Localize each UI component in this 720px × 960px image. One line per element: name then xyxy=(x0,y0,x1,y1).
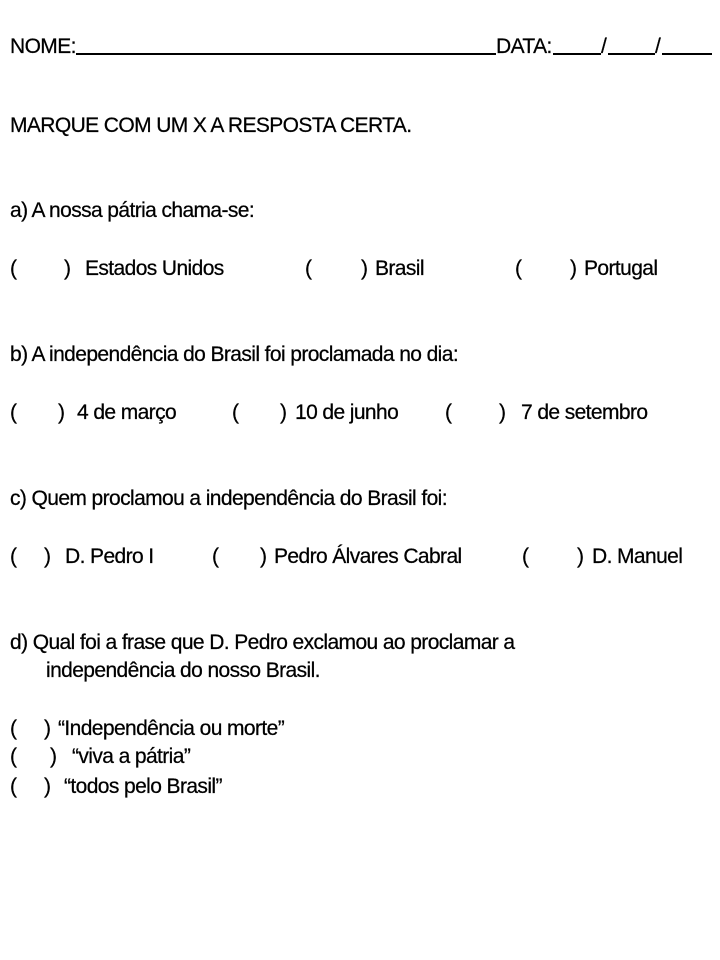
option-label: “todos pelo Brasil” xyxy=(64,775,222,798)
answer-box-close: ) xyxy=(44,717,51,740)
answer-box-open: ( xyxy=(10,775,17,798)
answer-box-close: ) xyxy=(58,401,65,424)
date-label: DATA: xyxy=(496,35,552,58)
option-label: Portugal xyxy=(584,257,658,280)
date-separator: / xyxy=(601,35,607,58)
answer-box-open: ( xyxy=(522,545,529,568)
answer-box-close: ) xyxy=(280,401,287,424)
answer-box-open: ( xyxy=(10,545,17,568)
option-label: Pedro Álvares Cabral xyxy=(274,545,462,568)
answer-box-close: ) xyxy=(577,545,584,568)
question-b-text: b) A independência do Brasil foi proclamada no dia: xyxy=(10,343,459,366)
answer-box-open: ( xyxy=(10,257,17,280)
answer-box-close: ) xyxy=(499,401,506,424)
question-d-text: d) Qual foi a frase que D. Pedro exclamou ao proclamar a xyxy=(10,631,515,654)
answer-box-close: ) xyxy=(50,745,57,768)
answer-box-close: ) xyxy=(570,257,577,280)
date-separator: / xyxy=(655,35,661,58)
question-c-text: c) Quem proclamou a independência do Brasil foi: xyxy=(10,487,447,510)
date-month-blank[interactable] xyxy=(608,53,655,55)
option-label: Brasil xyxy=(375,257,424,280)
answer-box-close: ) xyxy=(260,545,267,568)
option-label: 7 de setembro xyxy=(521,401,648,424)
name-blank-line[interactable] xyxy=(76,53,496,55)
answer-box-open: ( xyxy=(10,717,17,740)
question-a-text: a) A nossa pátria chama-se: xyxy=(10,199,255,222)
answer-box-close: ) xyxy=(361,257,368,280)
instructions-heading: MARQUE COM UM X A RESPOSTA CERTA. xyxy=(10,114,412,137)
answer-box-close: ) xyxy=(64,257,71,280)
answer-box-open: ( xyxy=(10,745,17,768)
answer-box-open: ( xyxy=(10,401,17,424)
answer-box-open: ( xyxy=(515,257,522,280)
answer-box-close: ) xyxy=(44,545,51,568)
option-label: 4 de março xyxy=(77,401,177,424)
date-year-blank[interactable] xyxy=(662,53,712,55)
option-label: “viva a pátria” xyxy=(72,745,191,768)
option-label: D. Manuel xyxy=(592,545,683,568)
date-day-blank[interactable] xyxy=(553,53,601,55)
answer-box-open: ( xyxy=(212,545,219,568)
option-label: D. Pedro I xyxy=(65,545,154,568)
answer-box-close: ) xyxy=(44,775,51,798)
name-label: NOME: xyxy=(10,35,76,58)
option-label: Estados Unidos xyxy=(85,257,224,280)
answer-box-open: ( xyxy=(445,401,452,424)
answer-box-open: ( xyxy=(305,257,312,280)
option-label: “Independência ou morte” xyxy=(58,717,285,740)
answer-box-open: ( xyxy=(232,401,239,424)
question-d-text-continued: independência do nosso Brasil. xyxy=(46,659,320,682)
option-label: 10 de junho xyxy=(295,401,399,424)
